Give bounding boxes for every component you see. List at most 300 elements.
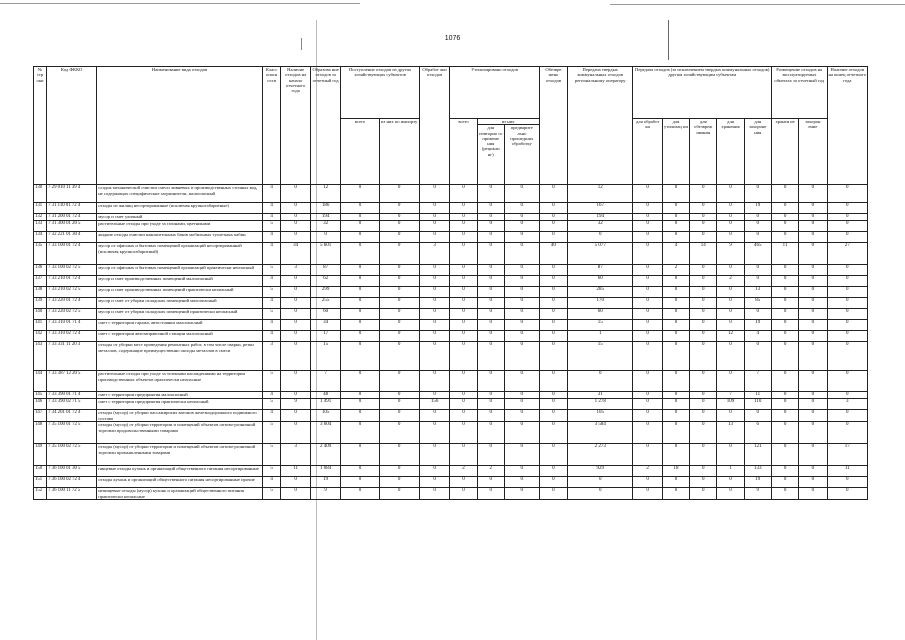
value-cell: 0 bbox=[477, 371, 504, 392]
waste-name-cell: отходы (мусор) от уборки территории и помещений объектов оптово-розничной торговли продовольственными товарами bbox=[97, 422, 263, 444]
value-cell: 0 bbox=[633, 203, 662, 214]
value-cell: 0 bbox=[690, 342, 717, 371]
value-cell: 0 bbox=[379, 309, 419, 320]
fkko-code-cell: 7 33 100 02 72 5 bbox=[47, 265, 97, 276]
value-cell: 0 bbox=[477, 276, 504, 287]
value-cell: 0 bbox=[633, 410, 662, 422]
fkko-code-cell: 7 36 100 11 72 5 bbox=[47, 488, 97, 500]
value-cell: 0 bbox=[281, 488, 310, 500]
value-cell: 0 bbox=[450, 243, 477, 265]
value-cell: 0 bbox=[341, 287, 379, 298]
value-cell: 109 bbox=[717, 399, 744, 410]
value-cell: 0 bbox=[341, 392, 379, 399]
value-cell: 0 bbox=[539, 203, 567, 214]
value-cell: 0 bbox=[771, 342, 798, 371]
value-cell: 0 bbox=[633, 243, 662, 265]
value-cell: 0 bbox=[341, 309, 379, 320]
value-cell: 0 bbox=[633, 265, 662, 276]
value-cell: 12 bbox=[310, 185, 341, 203]
value-cell: 0 bbox=[690, 298, 717, 309]
value-cell: 0 bbox=[477, 221, 504, 232]
fkko-code-cell: 7 29 010 11 39 4 bbox=[47, 185, 97, 203]
value-cell: 0 bbox=[539, 185, 567, 203]
value-cell: 0 bbox=[477, 410, 504, 422]
value-cell: 0 bbox=[827, 287, 867, 298]
header-transfer-burial: для захороне ния bbox=[744, 119, 771, 185]
waste-name-cell: растительные отходы при уходе за газонами, цветниками bbox=[97, 221, 263, 232]
fkko-code-cell: 7 33 100 01 72 4 bbox=[47, 243, 97, 265]
value-cell: 156 bbox=[419, 399, 450, 410]
value-cell: 255 bbox=[310, 298, 341, 309]
value-cell: 11 bbox=[827, 466, 867, 477]
value-cell: 0 bbox=[504, 399, 539, 410]
value-cell: 0 bbox=[539, 320, 567, 331]
table-row bbox=[34, 331, 868, 342]
hazard-class-cell: 5 bbox=[262, 444, 281, 466]
value-cell: 0 bbox=[744, 410, 771, 422]
hazard-class-cell: 4 bbox=[262, 185, 281, 203]
value-cell: 0 bbox=[827, 309, 867, 320]
value-cell: 0 bbox=[771, 287, 798, 298]
value-cell: 0 bbox=[341, 399, 379, 410]
value-cell: 0 bbox=[341, 276, 379, 287]
value-cell: 0 bbox=[539, 422, 567, 444]
value-cell: 0 bbox=[539, 331, 567, 342]
value-cell: 0 bbox=[771, 331, 798, 342]
header-placed-group: Размещение отходов на эксплуатируемых объектах за отчетный год bbox=[771, 67, 827, 119]
value-cell: 0 bbox=[450, 298, 477, 309]
value-cell: 0 bbox=[504, 466, 539, 477]
value-cell: 0 bbox=[281, 410, 310, 422]
fkko-code-cell: 7 33 210 01 72 4 bbox=[47, 276, 97, 287]
hazard-class-cell: 5 bbox=[262, 466, 281, 477]
value-cell: 0 bbox=[504, 243, 539, 265]
value-cell: 0 bbox=[379, 185, 419, 203]
value-cell: 0 bbox=[827, 276, 867, 287]
value-cell: 929 bbox=[568, 466, 633, 477]
value-cell: 3 bbox=[281, 444, 310, 466]
value-cell: 0 bbox=[799, 203, 827, 214]
table-row bbox=[34, 477, 868, 488]
table-row bbox=[34, 185, 868, 203]
value-cell: 0 bbox=[539, 309, 567, 320]
value-cell: 0 bbox=[799, 298, 827, 309]
fkko-code-cell: 7 33 390 01 71 4 bbox=[47, 392, 97, 399]
waste-name-cell: растительные отходы при уходе за зелеными насаждениями на территории производственных объектов практически неопасные bbox=[97, 371, 263, 392]
value-cell: 0 bbox=[341, 214, 379, 221]
value-cell: 0 bbox=[341, 232, 379, 243]
value-cell: 7 bbox=[310, 371, 341, 392]
value-cell: 3 604 bbox=[310, 422, 341, 444]
header-transfer-utilization: для утилизац ии bbox=[662, 119, 689, 185]
value-cell: 0 bbox=[771, 371, 798, 392]
value-cell: 0 bbox=[450, 331, 477, 342]
value-cell: 0 bbox=[690, 488, 717, 500]
table-row bbox=[34, 371, 868, 392]
value-cell: 0 bbox=[744, 309, 771, 320]
value-cell: 0 bbox=[690, 371, 717, 392]
value-cell: 0 bbox=[539, 232, 567, 243]
value-cell: 0 bbox=[379, 214, 419, 221]
value-cell: 19 bbox=[310, 477, 341, 488]
value-cell: 0 bbox=[633, 309, 662, 320]
value-cell: 27 bbox=[827, 243, 867, 265]
value-cell: 0 bbox=[539, 410, 567, 422]
value-cell: 2 bbox=[662, 265, 689, 276]
value-cell: 0 bbox=[690, 265, 717, 276]
value-cell: 0 bbox=[379, 276, 419, 287]
waste-name-cell: пищевые отходы кухонь и организаций общественного питания несортированные bbox=[97, 466, 263, 477]
value-cell: 19 bbox=[744, 320, 771, 331]
row-number-cell: 131 bbox=[34, 203, 47, 214]
value-cell: 0 bbox=[771, 309, 798, 320]
table-row bbox=[34, 399, 868, 410]
value-cell: 0 bbox=[419, 265, 450, 276]
value-cell: 0 bbox=[633, 392, 662, 399]
value-cell: 0 bbox=[771, 298, 798, 309]
value-cell: 0 bbox=[717, 444, 744, 466]
value-cell: 0 bbox=[504, 371, 539, 392]
header-utilized-pretreated: предварите льно прошедших обработку bbox=[504, 125, 539, 185]
value-cell: 0 bbox=[771, 466, 798, 477]
value-cell: 0 bbox=[539, 298, 567, 309]
value-cell: 9 bbox=[281, 399, 310, 410]
header-to-regional-operator: Передача твердых коммунальных отходов региональному оператору bbox=[568, 67, 633, 185]
value-cell: 0 bbox=[799, 477, 827, 488]
header-transfer-neutralization: для обезвреж ивания bbox=[690, 119, 717, 185]
value-cell: 0 bbox=[379, 399, 419, 410]
value-cell: 0 bbox=[379, 477, 419, 488]
value-cell: 0 bbox=[477, 309, 504, 320]
row-number-cell: 135 bbox=[34, 243, 47, 265]
value-cell: 13 bbox=[717, 422, 744, 444]
value-cell: 1 278 bbox=[568, 399, 633, 410]
value-cell: 0 bbox=[419, 392, 450, 399]
value-cell: 87 bbox=[310, 265, 341, 276]
value-cell: 0 bbox=[717, 185, 744, 203]
value-cell: 0 bbox=[633, 399, 662, 410]
value-cell: 0 bbox=[419, 422, 450, 444]
value-cell: 0 bbox=[771, 232, 798, 243]
value-cell: 465 bbox=[744, 243, 771, 265]
value-cell: 0 bbox=[771, 399, 798, 410]
value-cell: 32 bbox=[310, 221, 341, 232]
hazard-class-cell: 5 bbox=[262, 399, 281, 410]
row-number-cell: 145 bbox=[34, 392, 47, 399]
value-cell: 0 bbox=[419, 232, 450, 243]
value-cell: 32 bbox=[568, 221, 633, 232]
value-cell: 0 bbox=[799, 422, 827, 444]
value-cell: 0 bbox=[450, 477, 477, 488]
value-cell: 0 bbox=[477, 203, 504, 214]
value-cell: 0 bbox=[379, 342, 419, 371]
hazard-class-cell: 5 bbox=[262, 422, 281, 444]
value-cell: 0 bbox=[504, 309, 539, 320]
fkko-code-cell: 7 33 387 12 20 5 bbox=[47, 371, 97, 392]
value-cell: 0 bbox=[477, 342, 504, 371]
table-row bbox=[34, 422, 868, 444]
value-cell: 0 bbox=[633, 422, 662, 444]
header-utilized-group: Утилизировано отходов bbox=[450, 67, 539, 119]
value-cell: 0 bbox=[379, 298, 419, 309]
value-cell: 0 bbox=[771, 221, 798, 232]
value-cell: 0 bbox=[771, 276, 798, 287]
value-cell: 167 bbox=[568, 203, 633, 214]
header-treated: Обработ ано отходов bbox=[419, 67, 450, 185]
value-cell: 0 bbox=[450, 342, 477, 371]
table-row bbox=[34, 221, 868, 232]
value-cell: 0 bbox=[504, 185, 539, 203]
value-cell: 0 bbox=[341, 444, 379, 466]
value-cell: 0 bbox=[504, 331, 539, 342]
value-cell: 0 bbox=[662, 444, 689, 466]
value-cell: 0 bbox=[662, 185, 689, 203]
value-cell: 13 bbox=[744, 287, 771, 298]
value-cell: 0 bbox=[419, 221, 450, 232]
value-cell: 0 bbox=[341, 422, 379, 444]
value-cell: 0 bbox=[419, 331, 450, 342]
fkko-code-cell: 7 33 390 02 71 5 bbox=[47, 399, 97, 410]
hazard-class-cell: 4 bbox=[262, 276, 281, 287]
value-cell: 14 bbox=[690, 243, 717, 265]
value-cell: 0 bbox=[379, 444, 419, 466]
value-cell: 0 bbox=[744, 265, 771, 276]
value-cell: 0 bbox=[379, 331, 419, 342]
value-cell: 0 bbox=[771, 488, 798, 500]
waste-report-table bbox=[33, 66, 868, 500]
value-cell: 0 bbox=[341, 477, 379, 488]
value-cell: 0 bbox=[281, 477, 310, 488]
value-cell: 2 409 bbox=[310, 444, 341, 466]
value-cell: 0 bbox=[419, 410, 450, 422]
value-cell: 0 bbox=[799, 232, 827, 243]
value-cell: 0 bbox=[419, 203, 450, 214]
value-cell: 60 bbox=[568, 276, 633, 287]
table-row bbox=[34, 276, 868, 287]
waste-name-cell: смет с территории автозаправочной станции малоопасный bbox=[97, 331, 263, 342]
hazard-class-cell: 5 bbox=[262, 221, 281, 232]
value-cell: 60 bbox=[568, 309, 633, 320]
value-cell: 0 bbox=[744, 221, 771, 232]
value-cell: 0 bbox=[717, 221, 744, 232]
fkko-code-cell: 7 31 110 01 72 4 bbox=[47, 203, 97, 214]
value-cell: 0 bbox=[341, 203, 379, 214]
value-cell: 0 bbox=[281, 309, 310, 320]
value-cell: 0 bbox=[477, 298, 504, 309]
header-transfer-treatment: для обработ ки bbox=[633, 119, 662, 185]
value-cell: 0 bbox=[477, 422, 504, 444]
header-received-import: из них по импорту bbox=[379, 119, 419, 185]
value-cell: 0 bbox=[341, 488, 379, 500]
value-cell: 0 bbox=[477, 399, 504, 410]
header-utilized-reuse: для повторно го примене ния (рецикли нг) bbox=[477, 125, 504, 185]
waste-name-cell: мусор и смет уличный bbox=[97, 214, 263, 221]
value-cell: 2 bbox=[450, 466, 477, 477]
value-cell: 0 bbox=[477, 243, 504, 265]
table-row bbox=[34, 410, 868, 422]
row-number-cell: 136 bbox=[34, 265, 47, 276]
value-cell: 0 bbox=[662, 392, 689, 399]
row-number-cell: 151 bbox=[34, 477, 47, 488]
value-cell: 0 bbox=[633, 185, 662, 203]
value-cell: 0 bbox=[281, 287, 310, 298]
value-cell: 0 bbox=[799, 342, 827, 371]
value-cell: 0 bbox=[281, 214, 310, 221]
fkko-code-cell: 7 36 100 01 30 5 bbox=[47, 466, 97, 477]
table-row bbox=[34, 309, 868, 320]
value-cell: 0 bbox=[633, 287, 662, 298]
header-placed-burial: захорон ение bbox=[799, 119, 827, 185]
value-cell: 0 bbox=[771, 320, 798, 331]
value-cell: 0 bbox=[799, 265, 827, 276]
value-cell: 194 bbox=[568, 214, 633, 221]
value-cell: 0 bbox=[717, 298, 744, 309]
value-cell: 0 bbox=[690, 399, 717, 410]
fkko-code-cell: 7 33 310 01 71 4 bbox=[47, 320, 97, 331]
value-cell: 0 bbox=[827, 232, 867, 243]
value-cell: 0 bbox=[477, 185, 504, 203]
value-cell: 34 bbox=[310, 320, 341, 331]
value-cell: 31 bbox=[568, 392, 633, 399]
row-number-cell: 142 bbox=[34, 331, 47, 342]
value-cell: 0 bbox=[450, 422, 477, 444]
value-cell: 0 bbox=[419, 477, 450, 488]
value-cell: 0 bbox=[827, 331, 867, 342]
header-transfer-storage: для хранения bbox=[717, 119, 744, 185]
value-cell: 11 bbox=[744, 392, 771, 399]
hazard-class-cell: 5 bbox=[262, 287, 281, 298]
value-cell: 170 bbox=[568, 298, 633, 309]
value-cell: 0 bbox=[450, 203, 477, 214]
value-cell: 0 bbox=[379, 466, 419, 477]
page-number: 1076 bbox=[444, 35, 461, 42]
table-body bbox=[34, 185, 868, 500]
scan-artifact-top-line-right bbox=[610, 4, 905, 5]
value-cell: 17 bbox=[827, 444, 867, 466]
value-cell: 0 bbox=[539, 287, 567, 298]
waste-name-cell: отходы (мусор) от уборки территории и помещений объектов оптово-розничной торговли промышленными товарами bbox=[97, 444, 263, 466]
value-cell: 0 bbox=[827, 422, 867, 444]
value-cell: 4 bbox=[744, 331, 771, 342]
value-cell: 0 bbox=[341, 320, 379, 331]
value-cell: 0 bbox=[450, 444, 477, 466]
value-cell: 0 bbox=[827, 320, 867, 331]
value-cell: 0 bbox=[827, 477, 867, 488]
value-cell: 0 bbox=[539, 444, 567, 466]
value-cell: 0 bbox=[662, 399, 689, 410]
table-row bbox=[34, 287, 868, 298]
value-cell: 0 bbox=[504, 221, 539, 232]
value-cell: 0 bbox=[504, 276, 539, 287]
value-cell: 0 bbox=[419, 287, 450, 298]
waste-name-cell: мусор и смет производственных помещений малоопасный bbox=[97, 276, 263, 287]
value-cell: 0 bbox=[717, 265, 744, 276]
table-row bbox=[34, 488, 868, 500]
hazard-class-cell: 5 bbox=[262, 265, 281, 276]
header-utilized-total: всего bbox=[450, 119, 477, 185]
row-number-cell: 148 bbox=[34, 422, 47, 444]
value-cell: 0 bbox=[341, 371, 379, 392]
value-cell: 0 bbox=[539, 392, 567, 399]
value-cell: 0 bbox=[379, 243, 419, 265]
header-placed-storage: хранен ие bbox=[771, 119, 798, 185]
value-cell: 0 bbox=[281, 320, 310, 331]
waste-name-cell: смет с территории предприятия практически неопасный bbox=[97, 399, 263, 410]
value-cell: 0 bbox=[717, 410, 744, 422]
row-number-cell: 138 bbox=[34, 287, 47, 298]
value-cell: 7 bbox=[717, 392, 744, 399]
value-cell: 0 bbox=[690, 287, 717, 298]
value-cell: 0 bbox=[504, 392, 539, 399]
value-cell: 0 bbox=[379, 422, 419, 444]
value-cell: 0 bbox=[690, 466, 717, 477]
waste-name-cell: отходы (мусор) от уборки пассажирских вагонов железнодорожного подвижного состава bbox=[97, 410, 263, 422]
value-cell: 0 bbox=[539, 477, 567, 488]
hazard-class-cell: 4 bbox=[262, 232, 281, 243]
value-cell: 0 bbox=[717, 371, 744, 392]
value-cell: 0 bbox=[281, 185, 310, 203]
hazard-class-cell: 4 bbox=[262, 410, 281, 422]
value-cell: 0 bbox=[690, 422, 717, 444]
hazard-class-cell: 5 bbox=[262, 309, 281, 320]
value-cell: 0 bbox=[504, 232, 539, 243]
value-cell: 0 bbox=[450, 488, 477, 500]
header-start-balance: Наличие отходов на начало отчетного года bbox=[281, 67, 310, 185]
value-cell: 1 491 bbox=[310, 399, 341, 410]
value-cell: 0 bbox=[450, 392, 477, 399]
value-cell: 0 bbox=[539, 342, 567, 371]
value-cell: 0 bbox=[690, 392, 717, 399]
value-cell: 0 bbox=[539, 214, 567, 221]
value-cell: 0 bbox=[341, 410, 379, 422]
value-cell: 0 bbox=[690, 203, 717, 214]
hazard-class-cell: 4 bbox=[262, 203, 281, 214]
value-cell: 110 bbox=[744, 399, 771, 410]
value-cell: 0 bbox=[281, 342, 310, 371]
value-cell: 0 bbox=[633, 342, 662, 371]
fkko-code-cell: 7 33 210 02 72 5 bbox=[47, 287, 97, 298]
value-cell: 0 bbox=[504, 203, 539, 214]
value-cell: 48 bbox=[310, 392, 341, 399]
value-cell: 0 bbox=[450, 185, 477, 203]
value-cell: 0 bbox=[771, 265, 798, 276]
scan-artifact-top-line bbox=[0, 3, 360, 4]
value-cell: 0 bbox=[341, 265, 379, 276]
value-cell: 0 bbox=[504, 265, 539, 276]
value-cell: 0 bbox=[771, 214, 798, 221]
value-cell: 0 bbox=[568, 488, 633, 500]
value-cell: 0 bbox=[419, 342, 450, 371]
value-cell: 0 bbox=[662, 342, 689, 371]
row-number-cell: 149 bbox=[34, 444, 47, 466]
waste-name-cell: мусор от офисных и бытовых помещений организаций несортированный (исключая крупногабаритный) bbox=[97, 243, 263, 265]
value-cell: 133 bbox=[744, 466, 771, 477]
value-cell: 0 bbox=[690, 221, 717, 232]
value-cell: 2 bbox=[477, 466, 504, 477]
value-cell: 0 bbox=[771, 203, 798, 214]
value-cell: 0 bbox=[450, 221, 477, 232]
value-cell: 0 bbox=[539, 276, 567, 287]
value-cell: 1 bbox=[717, 466, 744, 477]
header-fkko-code: Код ФККО bbox=[47, 67, 97, 185]
waste-name-cell: жидкие отходы очистки накопительных баков мобильных туалетных кабин bbox=[97, 232, 263, 243]
value-cell: 0 bbox=[504, 488, 539, 500]
value-cell: 0 bbox=[662, 488, 689, 500]
table-row bbox=[34, 298, 868, 309]
value-cell: 105 bbox=[310, 410, 341, 422]
value-cell: 9 bbox=[310, 488, 341, 500]
value-cell: 87 bbox=[568, 265, 633, 276]
